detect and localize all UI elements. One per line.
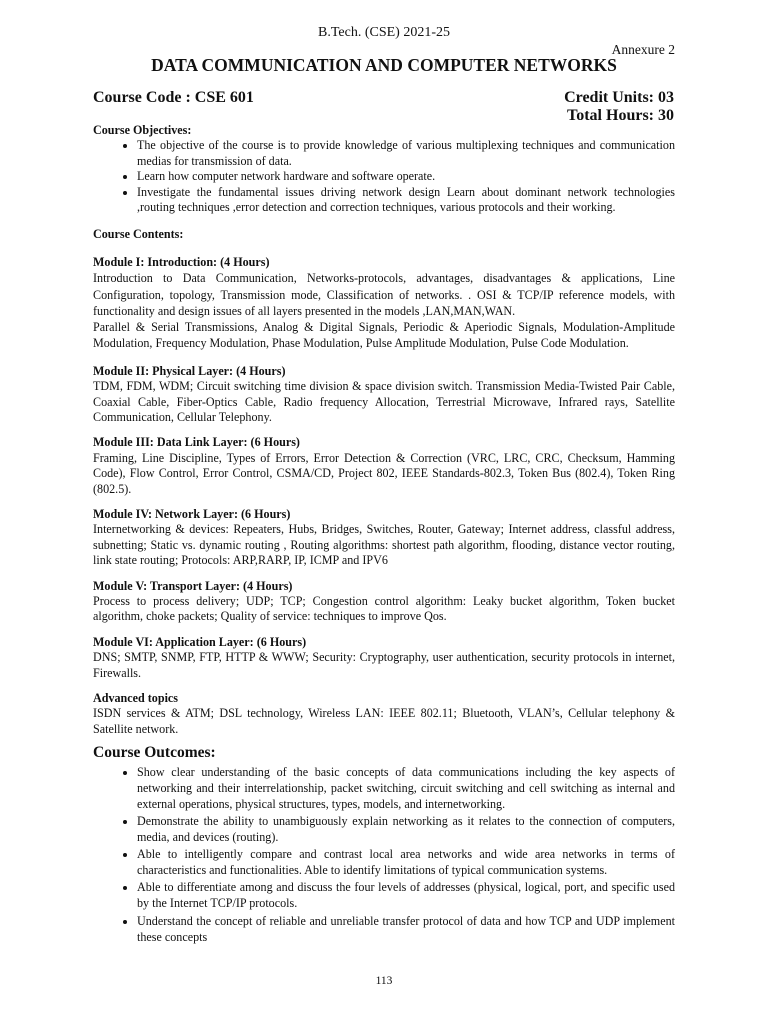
module-4-title: Module IV: Network Layer: (6 Hours): [93, 506, 291, 521]
module-5-title: Module V: Transport Layer: (4 Hours): [93, 578, 293, 593]
module-4-text: Internetworking & devices: Repeaters, Hubs, Bridges, Switches, Router, Gateway; Internet address, classful address, subnetting; Static vs. dynamic routing , Routing algorithms: shortest path algorithm, flooding, distance vector routing, link state routing; Protocols: ARP,RARP, IP, ICMP and IPV6: [93, 522, 675, 568]
objective-item: • The objective of the course is to provide knowledge of various multiplexing techniques and communication medias for transmission of data.: [137, 138, 675, 169]
advanced-topics-text: ISDN services & ATM; DSL technology, Wireless LAN: IEEE 802.11; Bluetooth, VLAN’s, Cellular telephony & Satellite network.: [93, 706, 675, 736]
contents-heading: Course Contents:: [93, 227, 184, 242]
module-5-text: Process to process delivery; UDP; TCP; Congestion control algorithm: Leaky bucket algorithm, Token bucket algorithm, choke packets; Quality of service: techniques to improve Qos.: [93, 594, 675, 624]
outcomes-heading: Course Outcomes:: [93, 744, 216, 762]
module-3-title: Module III: Data Link Layer: (6 Hours): [93, 435, 300, 450]
module-6-text: DNS; SMTP, SNMP, FTP, HTTP & WWW; Security: Cryptography, user authentication, security protocols in internet, Firewalls.: [93, 650, 675, 680]
outcome-item: • Able to differentiate among and discuss the four levels of addresses (physical, logical, port, and specific used by the Internet TCP/IP protocols.: [137, 879, 675, 911]
annexure-label: Annexure 2: [611, 42, 675, 57]
module-1-title: Module I: Introduction: (4 Hours): [93, 254, 270, 269]
course-info-row: [93, 89, 674, 125]
module-3-text: Framing, Line Discipline, Types of Errors, Error Detection & Correction (VRC, LRC, CRC, Checksum, Hamming Code), Flow Control, Error Control, CSMA/CD, Project 802, IEEE Standards-802.3, Token Bus (802.4), Token Ring (802.5).: [93, 450, 675, 496]
advanced-topics-title: Advanced topics: [93, 691, 178, 706]
objectives-heading: Course Objectives:: [93, 123, 192, 137]
syllabus-content: [93, 123, 675, 946]
credit-units: Credit Units: 03: [564, 89, 674, 106]
module-2-text: TDM, FDM, WDM; Circuit switching time division & space division switch. Transmission Media-Twisted Pair Cable, Coaxial Cable, Fiber-Optics Cable, Radio frequency Allocation, Terrestrial Microwave, Infrared rays, Satellite Communication, Cellular Telephony.: [93, 379, 675, 424]
program-header: B.Tech. (CSE) 2021-25: [317, 25, 450, 40]
credit-block: [564, 89, 674, 125]
module-2-title: Module II: Physical Layer: (4 Hours): [93, 363, 286, 378]
course-title: DATA COMMUNICATION AND COMPUTER NETWORKS: [151, 55, 617, 75]
module-6-title: Module VI: Application Layer: (6 Hours): [93, 634, 307, 649]
course-code: Course Code : CSE 601: [93, 89, 254, 106]
outcomes-list: [93, 764, 675, 945]
objective-item: • Investigate the fundamental issues driving network design Learn about dominant network technologies ,routing techniques ,error detection and correction techniques, various protocols and their working.: [137, 185, 675, 216]
outcome-item: • Understand the concept of reliable and unreliable transfer protocol of data and how TCP and UDP implement these concepts: [137, 913, 675, 945]
page-number: 113: [375, 975, 393, 987]
module-1-text-2: Parallel & Serial Transmissions, Analog & Digital Signals, Periodic & Aperiodic Signals, Modulation-Amplitude Modulation, Frequency Modulation, Phase Modulation, Pulse Amplitude Modulation, Pulse Code Modulation.: [93, 320, 675, 351]
objectives-list: [93, 138, 675, 215]
objective-item: • Learn how computer network hardware and software operate.: [137, 169, 675, 184]
outcome-item: • Demonstrate the ability to unambiguously explain networking as it relates to the connection of computers, media, and devices (routing).: [137, 813, 675, 845]
module-1-text: Introduction to Data Communication, Networks-protocols, advantages, disadvantages & applications, Line Configuration, topology, Transmission mode, Classification of networks. . OSI & TCP/IP reference models, with functionality and design issues of all layers presented in the models ,LAN,MAN,WAN.: [93, 271, 675, 318]
outcome-item: • Able to intelligently compare and contrast local area networks and wide area networks in terms of characteristics and functionalities. Able to identify limitations of typical communication systems.: [137, 846, 675, 878]
total-hours: Total Hours: 30: [567, 107, 674, 124]
outcome-item: • Show clear understanding of the basic concepts of data communications including the key aspects of networking and their interrelationship, packet switching, circuit switching and cell switching as internal and external operations, physical structures, types, models, and internetworking.: [137, 764, 675, 812]
